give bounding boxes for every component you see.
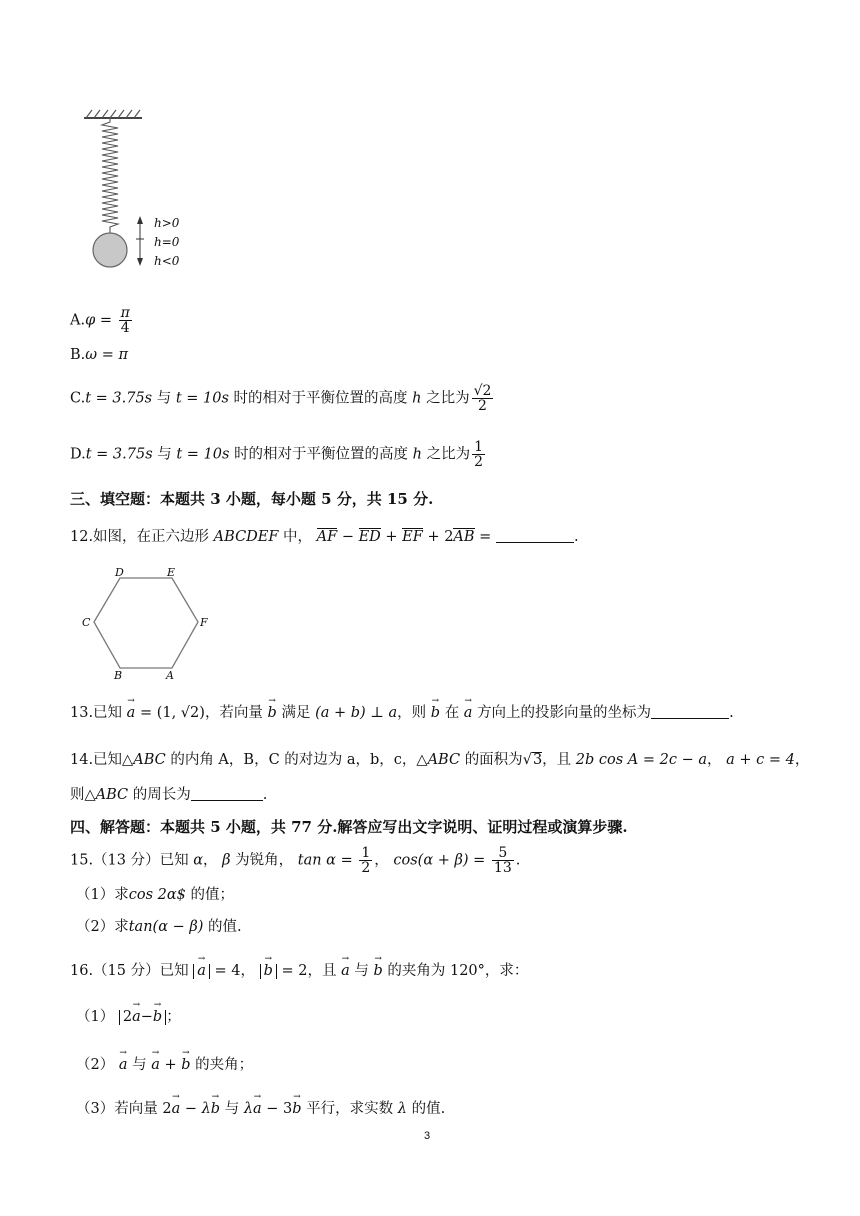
- vector-a: → a: [253, 1102, 262, 1117]
- hex-label-C: C: [82, 616, 91, 629]
- option-d: [70, 440, 487, 469]
- triangle-ABC: ABC: [427, 752, 461, 768]
- q13-end: .: [729, 705, 734, 721]
- option-c-t2: 与: [156, 390, 172, 407]
- fraction-sqrt2-over-2: [472, 384, 494, 413]
- q14-t1: 14.已知△: [70, 752, 134, 768]
- regular-hexagon-figure: [80, 564, 220, 684]
- q16-p1-a: （1）: [76, 1009, 115, 1025]
- q16-eq-a: = 4: [214, 963, 241, 979]
- frac-num: 5: [492, 846, 514, 861]
- q13-t1: ，若向量: [204, 705, 263, 721]
- q14-sep: ，: [707, 752, 722, 768]
- vector-AB: AB: [453, 529, 475, 545]
- option-c-t4: 时的相对于平衡位置的高度: [233, 390, 408, 407]
- sep: ，: [240, 963, 255, 979]
- vector-ED: ED: [358, 529, 381, 545]
- frac-den: 4: [120, 320, 130, 336]
- option-d-t4: 时的相对于平衡位置的高度: [234, 446, 409, 463]
- q13-t2: 满足: [281, 705, 311, 721]
- q13-t4: 在: [444, 705, 460, 721]
- option-c-h: h: [412, 390, 422, 407]
- frac-num: π: [120, 305, 130, 321]
- abs-2a-minus-b: [119, 1010, 166, 1025]
- vector-a: → a: [172, 1102, 181, 1117]
- q16-t3: 的夹角为 120°，求：: [387, 963, 529, 979]
- option-d-t2: 与: [157, 446, 172, 463]
- q12-prefix: 12.如图，在正六边形: [70, 529, 210, 545]
- option-b: [70, 348, 128, 363]
- abs-vector-b: [260, 964, 277, 979]
- abs-vector-a: [193, 964, 210, 979]
- q13-t3: ，则: [397, 705, 427, 721]
- vector-a: → a: [464, 706, 473, 721]
- option-c-t6: 之比为: [426, 390, 470, 407]
- option-c-t3: t = 10s: [175, 390, 229, 407]
- option-b-text: ω = π: [85, 347, 128, 363]
- frac-den: 13: [493, 860, 512, 876]
- q12-mid: 中，: [283, 529, 313, 545]
- hex-label-B: B: [114, 669, 123, 682]
- vector-b: → b: [431, 706, 440, 721]
- option-d-t6: 之比为: [426, 446, 471, 463]
- section-3-header: 三、填空题：本题共 3 小题，每小题 5 分，共 15 分.: [70, 490, 434, 508]
- lambda: λ: [397, 1101, 407, 1117]
- option-c-t1: t = 3.75s: [85, 390, 153, 407]
- beta: β: [222, 852, 231, 869]
- option-a: [70, 306, 134, 335]
- option-d-h: h: [412, 446, 423, 463]
- vector-EF: EF: [402, 529, 423, 545]
- q16-p2-t2: 的夹角；: [195, 1057, 254, 1073]
- op: − 3: [266, 1101, 293, 1117]
- question-16-part-3: [76, 1102, 445, 1117]
- lambda: λ: [243, 1101, 254, 1117]
- label-h-negative: h<0: [154, 254, 180, 268]
- q15-p1-expr: cos 2α$: [128, 887, 186, 903]
- question-14-line-2: [70, 786, 267, 803]
- frac-den: 2: [478, 398, 487, 414]
- op: =: [139, 705, 153, 721]
- cos-alpha-plus-beta: cos(α + β) =: [393, 852, 486, 869]
- vector-b: → b: [181, 1058, 190, 1073]
- q14-end2: .: [262, 787, 268, 803]
- option-a-label: A.: [70, 312, 86, 329]
- q14-t3: 的面积为: [464, 752, 523, 768]
- question-16-part-2: [76, 1058, 253, 1073]
- op: +: [385, 529, 398, 545]
- q15-p2-a: （2）求: [76, 919, 129, 935]
- frac-num: 1: [474, 439, 484, 455]
- fraction-5-over-13: [492, 846, 514, 875]
- q16-t1: ，且: [307, 963, 337, 979]
- q15-prefix: 15.（13 分）已知: [70, 852, 189, 869]
- option-c-label: C.: [70, 390, 86, 407]
- q15-p2-b: 的值.: [208, 919, 242, 935]
- vector-a: → a: [341, 964, 350, 979]
- fraction-1-over-2: [359, 846, 372, 875]
- frac-num: 1: [361, 845, 371, 861]
- answer-blank[interactable]: [651, 704, 729, 719]
- option-c: [70, 384, 495, 413]
- hex-label-A: A: [166, 669, 174, 682]
- option-d-label: D.: [70, 446, 86, 463]
- q16-prefix: 16.（15 分）已知: [70, 963, 189, 979]
- q16-p2-t1: 与: [132, 1057, 147, 1073]
- q13-prefix: 13.已知: [70, 705, 123, 721]
- q14-t6: 的周长为: [132, 787, 191, 803]
- coef: 2: [162, 1101, 172, 1117]
- q13-t5: 方向上的投影向量的坐标为: [477, 705, 652, 721]
- hex-label-E: E: [167, 566, 176, 579]
- answer-blank[interactable]: [191, 786, 263, 801]
- q14-t5: 则△: [70, 787, 96, 803]
- q12-hexagon-name: ABCDEF: [213, 529, 279, 545]
- vector-a: → a: [119, 1058, 128, 1073]
- op: =: [479, 529, 492, 545]
- frac-den: 2: [361, 860, 371, 876]
- q14-equation-1: 2b cos A = 2c − a: [575, 752, 707, 768]
- hex-label-F: F: [200, 616, 208, 629]
- answer-blank[interactable]: [496, 528, 574, 543]
- label-h-zero: h=0: [154, 235, 180, 249]
- section-4-header: 四、解答题：本题共 5 小题，共 77 分.解答应写出文字说明、证明过程或演算步骤.: [70, 818, 628, 836]
- page-number: 3: [424, 1130, 431, 1142]
- vector-a: → a: [132, 1010, 141, 1025]
- frac-num: √2: [473, 383, 492, 399]
- option-d-t1: t = 3.75s: [85, 446, 153, 463]
- frac-den: 2: [474, 454, 484, 470]
- op: +: [164, 1057, 177, 1073]
- q16-p3-t3: 的值.: [411, 1101, 446, 1117]
- vector-a: → a: [197, 964, 206, 979]
- q13-perp-condition: (a + b) ⊥ a: [315, 705, 398, 721]
- question-12: [70, 528, 579, 545]
- option-b-label: B.: [70, 347, 86, 363]
- question-15-part-1: [76, 888, 234, 903]
- op: −: [341, 529, 354, 545]
- option-a-lhs: φ =: [85, 312, 113, 329]
- q12-end: .: [573, 529, 579, 545]
- tan-alpha: tan α =: [297, 852, 353, 869]
- vector-a: → a: [151, 1058, 160, 1073]
- q13-a-value: (1, √2): [156, 705, 205, 721]
- q16-p3-t2: 平行，求实数: [306, 1101, 394, 1117]
- vector-b: → b: [268, 706, 277, 721]
- q15-end: .: [515, 852, 521, 869]
- op: + 2: [427, 529, 454, 545]
- vector-b: → b: [292, 1102, 301, 1117]
- sep: ，: [203, 852, 218, 869]
- vector-b: → b: [264, 964, 273, 979]
- question-14-line-1: 14.已知△ABC 的内角 A，B，C 的对边为 a，b，c，△ABC 的面积为√3，且 2b cos A = 2c − a， a + c = 4，: [70, 752, 810, 768]
- q14-t4: ，且: [542, 752, 572, 768]
- q16-p3-a: （3）若向量: [76, 1101, 158, 1117]
- coef: 2: [122, 1009, 133, 1025]
- fraction-1-over-2: [472, 440, 485, 469]
- vector-b: → b: [153, 1010, 162, 1025]
- hex-label-D: D: [115, 566, 124, 579]
- op: −: [140, 1009, 153, 1025]
- vector-AF: AF: [316, 529, 338, 545]
- spring-labels: [154, 214, 179, 271]
- vector-a: → a: [127, 706, 136, 721]
- q15-p1-a: （1）求: [76, 887, 129, 903]
- fraction-pi-over-4: [119, 306, 132, 335]
- q15-t2: ，: [374, 852, 389, 869]
- question-15: [70, 846, 520, 875]
- vector-b: → b: [211, 1102, 220, 1117]
- q15-p2-expr: tan(α − β): [128, 919, 204, 935]
- alpha: α: [193, 852, 204, 869]
- question-16-part-1: [76, 1010, 181, 1025]
- vector-b: → b: [373, 964, 382, 979]
- q16-t2: 与: [354, 963, 369, 979]
- q14-end1: ，: [794, 752, 810, 768]
- q14-t2: 的内角 A，B，C 的对边为 a，b，c，△: [170, 752, 428, 768]
- sqrt-3: 3: [532, 752, 543, 768]
- op-lambda: − λ: [184, 1101, 211, 1117]
- triangle-ABC: ABC: [133, 752, 166, 768]
- question-16: [70, 964, 528, 979]
- q16-p2-a: （2）: [76, 1057, 115, 1073]
- q14-equation-2: a + c = 4: [726, 752, 795, 768]
- q16-p1-end: ；: [166, 1009, 181, 1025]
- question-15-part-2: [76, 920, 242, 935]
- q16-p3-t1: 与: [224, 1101, 240, 1117]
- q15-t1: 为锐角，: [235, 852, 294, 869]
- question-13: [70, 704, 734, 721]
- triangle-ABC: ABC: [95, 787, 129, 803]
- q15-p1-b: 的值；: [190, 887, 234, 903]
- label-h-positive: h>0: [154, 216, 180, 230]
- option-d-t3: t = 10s: [176, 446, 230, 463]
- q16-eq-b: = 2: [281, 963, 308, 979]
